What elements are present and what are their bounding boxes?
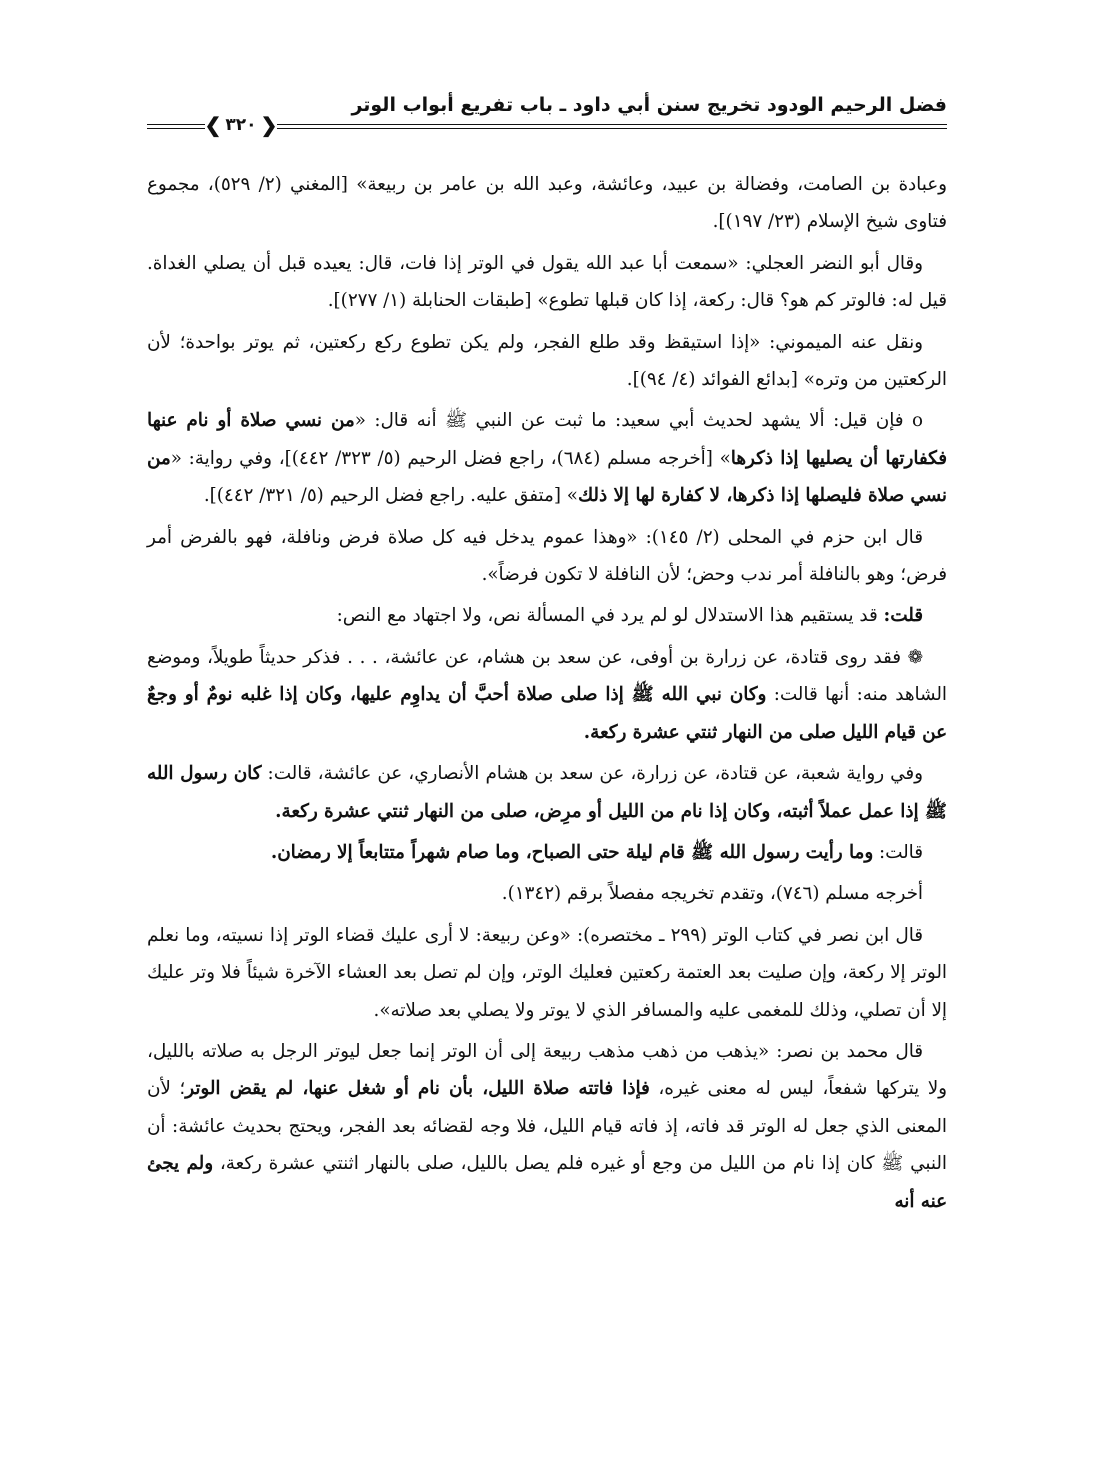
- text-segment: قال ابن حزم في المحلى (٢/ ١٤٥): «وهذا عموم يدخل فيه كل صلاة فرض ونافلة، فهو بالفرض أمر فرض؛ وهو بالنافلة أمر ندب وحض؛ لأن النافلة لا تكون فرضاً».: [147, 526, 947, 586]
- text-segment: ؛ لأن المعنى الذي جعل له الوتر قد فاته، إذ فاته قيام الليل، فلا وجه لقضائه بعد الفجر، ويحتج بحديث عائشة: أن النبي ﷺ كان إذا نام من الليل من وجع أو غيره فلم يصل بالليل، صلى بالنهار اثنتي عشرة ركعة،: [147, 1078, 948, 1175]
- bold-text-segment: ولم يجئ عنه أنه: [147, 1153, 947, 1212]
- text-segment: قال ابن نصر في كتاب الوتر (٢٩٩ ـ مختصره): «وعن ربيعة: لا أرى عليك قضاء الوتر إذا نسيته، وما نعلم الوتر إلا ركعة، وإن صليت بعد العتمة ركعتين فعليك الوتر، وإن لم تصل بعد العشاء الآخرة شيئاً فلا وتر عليك إلا أن تصلي، وذلك للمغمى عليه والمسافر الذي لا يوتر ولا يصلي بعد صلاته».: [147, 924, 947, 1021]
- ornament-bracket-right-icon: ❮: [260, 113, 278, 137]
- bold-text-segment: فإذا فاتته صلاة الليل، بأن نام أو شغل عنها، لم يقض الوتر: [185, 1078, 650, 1100]
- text-segment: ونقل عنه الميموني: «إذا استيقظ وقد طلع الفجر، ولم يكن تطوع ركع ركعتين، ثم يوتر بواحدة؛ لأن الركعتين من وتره» [بدائع الفوائد (٤/ ٩٤)].: [147, 331, 947, 391]
- text-segment: » [متفق عليه. راجع فضل الرحيم (٥/ ٣٢١/ ٤٤٢)].: [203, 485, 578, 507]
- bold-text-segment: وما رأيت رسول الله ﷺ قام ليلة حتى الصباح، وما صام شهراً متتابعاً إلا رمضان.: [270, 841, 874, 863]
- paragraph: [147, 402, 947, 514]
- paragraph: [147, 519, 947, 594]
- text-segment: قالت:: [873, 841, 923, 863]
- paragraph: [147, 875, 947, 912]
- paragraph: [147, 834, 947, 871]
- text-segment: قد يستقيم هذا الاستدلال لو لم يرد في المسألة نص، ولا اجتهاد مع النص:: [336, 605, 884, 627]
- paragraph: [147, 245, 947, 320]
- text-segment: وعبادة بن الصامت، وفضالة بن عبيد، وعائشة، وعبد الله بن عامر بن ربيعة» [المغني (٢/ ٥٢٩)، مجموع فتاوى شيخ الإسلام (٢٣/ ١٩٧)].: [147, 174, 947, 233]
- page-number: ٣٢٠: [225, 115, 257, 135]
- paragraph: [147, 917, 947, 1029]
- running-header: [147, 88, 947, 148]
- bold-text-segment: من نسي صلاة أو نام عنها فكفارتها أن يصليها إذا ذكرها: [147, 410, 947, 469]
- paragraph: [147, 755, 947, 830]
- ornament-bracket-left-icon: ❯: [204, 113, 222, 137]
- bold-text-segment: وكان نبي الله ﷺ إذا صلى صلاة أحبَّ أن يداوِم عليها، وكان إذا غلبه نومٌ أو وجعٌ عن قيام الليل صلى من النهار ثنتي عشرة ركعة.: [147, 684, 947, 743]
- header-title: فضل الرحيم الودود تخريج سنن أبي داود ـ باب تفريع أبواب الوتر: [351, 94, 947, 116]
- paragraph: [147, 597, 947, 634]
- page-number-ornament: [205, 110, 277, 140]
- text-segment: ❁ فقد روى قتادة، عن زرارة بن أوفى، عن سعد بن هشام، عن عائشة، . . . فذكر حديثاً طويلاً، وموضع الشاهد منه: أنها قالت:: [147, 646, 947, 706]
- text-segment: وقال أبو النضر العجلي: «سمعت أبا عبد الله يقول في الوتر إذا فات، قال: يعيده قبل أن يصلي الغداة. قيل له: فالوتر كم هو؟ قال: ركعة، إذا كان قبلها تطوع» [طبقات الحنابلة (١/ ٢٧٧)].: [147, 252, 947, 312]
- bold-text-segment: من نسي صلاة فليصلها إذا ذكرها، لا كفارة لها إلا ذلك: [147, 447, 947, 507]
- text-segment: وفي رواية شعبة، عن قتادة، عن زرارة، عن سعد بن هشام الأنصاري، عن عائشة، قالت:: [261, 763, 923, 785]
- text-segment: قال محمد بن نصر: «يذهب من ذهب مذهب ربيعة إلى أن الوتر إنما جعل ليوتر الرجل به صلاته بالليل، ولا يتركها شفعاً، ليس له معنى غيره،: [147, 1040, 947, 1100]
- paragraph: [147, 1033, 947, 1220]
- text-segment: » [أخرجه مسلم (٦٨٤)، راجع فضل الرحيم (٥/ ٣٢٣/ ٤٤٢)]، وفي رواية: «: [170, 447, 731, 469]
- paragraph: [147, 166, 947, 241]
- text-segment: أخرجه مسلم (٧٤٦)، وتقدم تخريجه مفصلاً برقم (١٣٤٢).: [501, 883, 923, 905]
- paragraph: [147, 639, 947, 751]
- text-segment: o فإن قيل: ألا يشهد لحديث أبي سعيد: ما ثبت عن النبي ﷺ أنه قال: «: [354, 410, 923, 432]
- page-body: [147, 166, 947, 1220]
- bold-text-segment: قلت:: [883, 605, 923, 627]
- bold-text-segment: كان رسول الله ﷺ إذا عمل عملاً أثبته، وكان إذا نام من الليل أو مرِض، صلى من النهار ثنتي عشرة ركعة.: [147, 763, 947, 822]
- paragraph: [147, 324, 947, 399]
